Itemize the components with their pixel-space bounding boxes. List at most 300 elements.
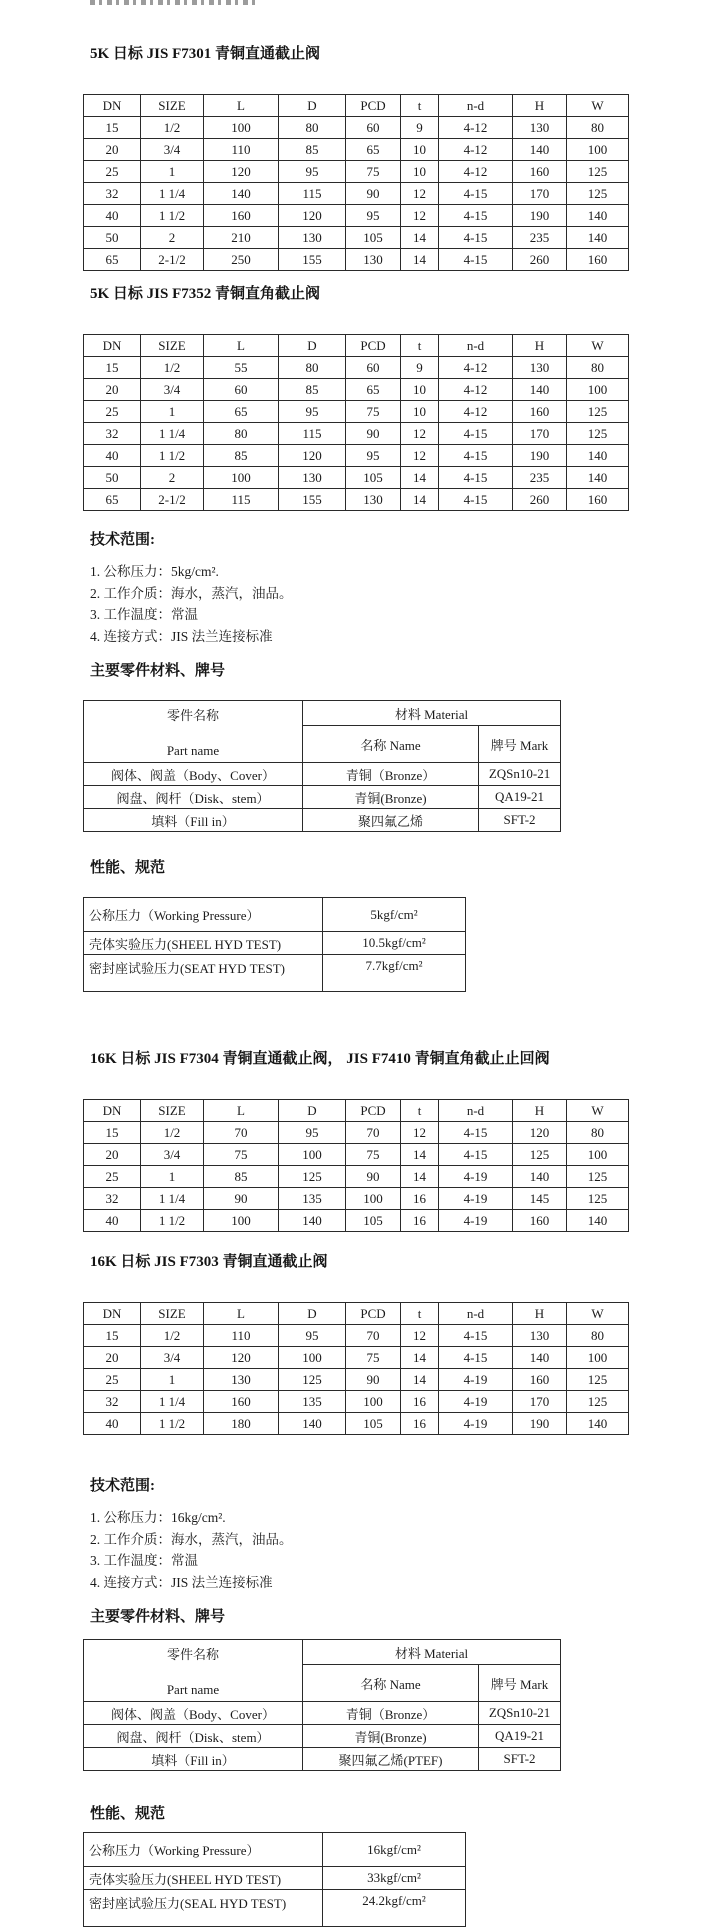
table-cell: 125 bbox=[567, 161, 629, 183]
column-header: DN bbox=[84, 335, 141, 357]
material-mark-header-cell: 牌号 Mark bbox=[479, 726, 561, 763]
table-cell: 75 bbox=[346, 1347, 401, 1369]
table-cell: 115 bbox=[279, 423, 346, 445]
table-cell: 100 bbox=[567, 139, 629, 161]
table-row bbox=[84, 445, 629, 467]
table-cell: 4-19 bbox=[439, 1166, 513, 1188]
table-row bbox=[84, 763, 561, 786]
table-row bbox=[84, 1369, 629, 1391]
table-cell: 阀体、阀盖（Body、Cover） bbox=[84, 1702, 303, 1725]
table-cell: 50 bbox=[84, 467, 141, 489]
table-header-row bbox=[84, 335, 629, 357]
table-cell: 16 bbox=[401, 1188, 439, 1210]
table-cell: 140 bbox=[567, 205, 629, 227]
table-cell: 190 bbox=[513, 445, 567, 467]
dimension-table-f7352 bbox=[83, 334, 629, 511]
table-cell: 40 bbox=[84, 1413, 141, 1435]
table-cell: 90 bbox=[346, 423, 401, 445]
table-row bbox=[84, 249, 629, 271]
table-cell: 40 bbox=[84, 1210, 141, 1232]
section-heading-f7352: 5K 日标 JIS F7352 青铜直角截止阀 bbox=[90, 286, 321, 302]
table-cell: 125 bbox=[567, 183, 629, 205]
table-cell: 100 bbox=[346, 1391, 401, 1413]
column-header: H bbox=[513, 1100, 567, 1122]
table-cell: 2 bbox=[141, 467, 204, 489]
table-cell: 4-12 bbox=[439, 139, 513, 161]
table-cell: 4-19 bbox=[439, 1210, 513, 1232]
table-cell: 3/4 bbox=[141, 139, 204, 161]
table-cell: 155 bbox=[279, 249, 346, 271]
table-cell: 聚四氟乙烯(PTEF) bbox=[303, 1748, 479, 1771]
table-cell: 125 bbox=[567, 1166, 629, 1188]
table-cell: 110 bbox=[204, 139, 279, 161]
table-row bbox=[84, 898, 466, 932]
table-cell: 33kgf/cm² bbox=[323, 1867, 466, 1890]
table-row bbox=[84, 117, 629, 139]
table-cell: 100 bbox=[204, 1210, 279, 1232]
tech-scope-item: 3. 工作温度：常温 bbox=[90, 1553, 198, 1568]
table-cell: 12 bbox=[401, 1325, 439, 1347]
table-cell: 140 bbox=[279, 1210, 346, 1232]
part-name-header-cell bbox=[84, 1640, 303, 1702]
table-cell: 100 bbox=[346, 1188, 401, 1210]
table-cell: 14 bbox=[401, 467, 439, 489]
table-row bbox=[84, 1391, 629, 1413]
column-header: L bbox=[204, 1303, 279, 1325]
table-row bbox=[84, 423, 629, 445]
table-cell: 135 bbox=[279, 1188, 346, 1210]
table-cell: 120 bbox=[513, 1122, 567, 1144]
table-cell: 9 bbox=[401, 357, 439, 379]
table-header-row bbox=[84, 1640, 561, 1665]
table-cell: 170 bbox=[513, 183, 567, 205]
table-cell: 32 bbox=[84, 183, 141, 205]
table-cell: 140 bbox=[567, 1210, 629, 1232]
table-cell: 125 bbox=[567, 1188, 629, 1210]
table-cell: 10.5kgf/cm² bbox=[323, 932, 466, 955]
tech-scope-item: 2. 工作介质：海水，蒸汽，油品。 bbox=[90, 585, 293, 601]
table-cell: 100 bbox=[279, 1144, 346, 1166]
table-cell: 125 bbox=[279, 1369, 346, 1391]
table-cell: 105 bbox=[346, 227, 401, 249]
dimension-table-f7301 bbox=[83, 94, 629, 271]
table-row bbox=[84, 1122, 629, 1144]
material-name-header-cell: 名称 Name bbox=[303, 1665, 479, 1702]
table-cell: 85 bbox=[204, 445, 279, 467]
table-cell: 阀盘、阀杆（Disk、stem） bbox=[84, 786, 303, 809]
tech-scope-item: 3. 工作温度：常温 bbox=[90, 607, 198, 622]
table-cell: 16 bbox=[401, 1210, 439, 1232]
table-row bbox=[84, 1144, 629, 1166]
table-cell: 14 bbox=[401, 227, 439, 249]
table-cell: 140 bbox=[513, 139, 567, 161]
table-cell: 4-12 bbox=[439, 401, 513, 423]
table-cell: 260 bbox=[513, 249, 567, 271]
materials-table-16k bbox=[83, 1639, 561, 1771]
table-cell: 25 bbox=[84, 1166, 141, 1188]
table-cell: 密封座试验压力(SEAL HYD TEST) bbox=[84, 1890, 323, 1927]
table-cell: 填料（Fill in） bbox=[84, 1748, 303, 1771]
table-cell: 80 bbox=[567, 357, 629, 379]
table-row bbox=[84, 467, 629, 489]
dimension-table-f7303 bbox=[83, 1302, 629, 1435]
table-cell: 40 bbox=[84, 445, 141, 467]
material-header-cell: 材料 Material bbox=[303, 1640, 561, 1665]
table-cell: 100 bbox=[567, 379, 629, 401]
table-cell: 1 1/4 bbox=[141, 1391, 204, 1413]
tech-scope-item: 4. 连接方式：JIS 法兰连接标准 bbox=[90, 1574, 273, 1590]
table-cell: 140 bbox=[279, 1413, 346, 1435]
table-cell: 140 bbox=[567, 445, 629, 467]
table-cell: 阀体、阀盖（Body、Cover） bbox=[84, 763, 303, 786]
tech-scope-item: 1. 公称压力：16kg/cm². bbox=[90, 1510, 226, 1525]
table-cell: 80 bbox=[204, 423, 279, 445]
table-cell: 120 bbox=[204, 161, 279, 183]
table-cell: 235 bbox=[513, 467, 567, 489]
table-cell: 16 bbox=[401, 1413, 439, 1435]
table-cell: 90 bbox=[346, 1369, 401, 1391]
table-cell: 1/2 bbox=[141, 117, 204, 139]
table-row bbox=[84, 205, 629, 227]
material-name-header-cell: 名称 Name bbox=[303, 726, 479, 763]
table-row bbox=[84, 139, 629, 161]
table-row bbox=[84, 227, 629, 249]
table-cell: 105 bbox=[346, 1413, 401, 1435]
table-cell: 4-12 bbox=[439, 379, 513, 401]
table-cell: 14 bbox=[401, 1166, 439, 1188]
table-cell: 14 bbox=[401, 1144, 439, 1166]
table-cell: 1 1/2 bbox=[141, 445, 204, 467]
table-cell: 4-19 bbox=[439, 1413, 513, 1435]
table-cell: 15 bbox=[84, 1325, 141, 1347]
column-header: PCD bbox=[346, 335, 401, 357]
column-header: W bbox=[567, 335, 629, 357]
table-cell: 50 bbox=[84, 227, 141, 249]
column-header: DN bbox=[84, 1100, 141, 1122]
column-header: D bbox=[279, 95, 346, 117]
table-cell: 85 bbox=[279, 139, 346, 161]
tech-scope-heading-16k: 技术范围: bbox=[90, 1478, 155, 1494]
table-cell: 9 bbox=[401, 117, 439, 139]
column-header: L bbox=[204, 335, 279, 357]
table-cell: 95 bbox=[346, 445, 401, 467]
column-header: W bbox=[567, 95, 629, 117]
table-cell: 4-15 bbox=[439, 489, 513, 511]
table-cell: 65 bbox=[204, 401, 279, 423]
tech-scope-item: 2. 工作介质：海水，蒸汽，油品。 bbox=[90, 1531, 293, 1547]
material-mark-header-cell: 牌号 Mark bbox=[479, 1665, 561, 1702]
table-cell: 12 bbox=[401, 445, 439, 467]
table-cell: 1 1/2 bbox=[141, 1210, 204, 1232]
column-header: L bbox=[204, 95, 279, 117]
performance-table-5k bbox=[83, 897, 466, 992]
table-header-row bbox=[84, 1100, 629, 1122]
part-name-cn: 零件名称 bbox=[166, 708, 219, 723]
table-row bbox=[84, 161, 629, 183]
table-cell: 4-15 bbox=[439, 1325, 513, 1347]
part-name-cn: 零件名称 bbox=[166, 1647, 219, 1662]
table-cell: 3/4 bbox=[141, 1347, 204, 1369]
table-cell: 20 bbox=[84, 1144, 141, 1166]
table-row bbox=[84, 489, 629, 511]
column-header: PCD bbox=[346, 95, 401, 117]
tech-scope-item: 1. 公称压力：5kg/cm². bbox=[90, 564, 219, 579]
table-cell: 100 bbox=[204, 117, 279, 139]
column-header: t bbox=[401, 1100, 439, 1122]
table-cell: 1 1/2 bbox=[141, 1413, 204, 1435]
column-header: n-d bbox=[439, 335, 513, 357]
column-header: PCD bbox=[346, 1303, 401, 1325]
table-row bbox=[84, 809, 561, 832]
table-cell: 4-15 bbox=[439, 205, 513, 227]
table-cell: 105 bbox=[346, 467, 401, 489]
table-cell: 100 bbox=[279, 1347, 346, 1369]
table-cell: 95 bbox=[279, 401, 346, 423]
table-cell: 4-19 bbox=[439, 1188, 513, 1210]
table-cell: 1 bbox=[141, 161, 204, 183]
table-cell: 1 1/2 bbox=[141, 205, 204, 227]
table-cell: 160 bbox=[513, 1369, 567, 1391]
performance-heading-16k: 性能、规范 bbox=[90, 1806, 166, 1822]
table-cell: 14 bbox=[401, 1369, 439, 1391]
table-cell: 25 bbox=[84, 161, 141, 183]
table-row bbox=[84, 1867, 466, 1890]
column-header: t bbox=[401, 1303, 439, 1325]
column-header: DN bbox=[84, 1303, 141, 1325]
table-cell: 25 bbox=[84, 1369, 141, 1391]
table-cell: 青铜（Bronze） bbox=[303, 763, 479, 786]
table-cell: 75 bbox=[346, 161, 401, 183]
table-cell: 公称压力（Working Pressure） bbox=[84, 898, 323, 932]
table-cell: 70 bbox=[204, 1122, 279, 1144]
table-cell: 15 bbox=[84, 117, 141, 139]
table-cell: 32 bbox=[84, 1391, 141, 1413]
column-header: t bbox=[401, 335, 439, 357]
table-cell: 3/4 bbox=[141, 1144, 204, 1166]
table-cell: 250 bbox=[204, 249, 279, 271]
column-header: n-d bbox=[439, 95, 513, 117]
table-cell: 2 bbox=[141, 227, 204, 249]
table-cell: 125 bbox=[279, 1166, 346, 1188]
column-header: W bbox=[567, 1100, 629, 1122]
table-cell: 4-15 bbox=[439, 1122, 513, 1144]
table-cell: 95 bbox=[279, 1122, 346, 1144]
table-cell: 130 bbox=[513, 357, 567, 379]
table-row bbox=[84, 183, 629, 205]
table-row bbox=[84, 1702, 561, 1725]
table-cell: 80 bbox=[567, 1122, 629, 1144]
table-cell: 95 bbox=[279, 1325, 346, 1347]
part-name-header-cell bbox=[84, 701, 303, 763]
table-row bbox=[84, 357, 629, 379]
table-row bbox=[84, 1188, 629, 1210]
table-cell: 60 bbox=[346, 117, 401, 139]
table-cell: 密封座试验压力(SEAT HYD TEST) bbox=[84, 955, 323, 992]
table-cell: 壳体实验压力(SHEEL HYD TEST) bbox=[84, 932, 323, 955]
table-cell: 10 bbox=[401, 401, 439, 423]
table-cell: 20 bbox=[84, 139, 141, 161]
table-cell: 130 bbox=[513, 1325, 567, 1347]
table-cell: 130 bbox=[279, 227, 346, 249]
table-cell: 115 bbox=[204, 489, 279, 511]
table-cell: 170 bbox=[513, 423, 567, 445]
table-cell: 80 bbox=[567, 1325, 629, 1347]
table-cell: 14 bbox=[401, 489, 439, 511]
table-cell: 40 bbox=[84, 205, 141, 227]
table-cell: 青铜(Bronze) bbox=[303, 786, 479, 809]
table-cell: ZQSn10-21 bbox=[479, 763, 561, 786]
table-cell: 60 bbox=[204, 379, 279, 401]
table-cell: 80 bbox=[279, 117, 346, 139]
table-row bbox=[84, 955, 466, 992]
table-cell: 1 bbox=[141, 1369, 204, 1391]
column-header: PCD bbox=[346, 1100, 401, 1122]
table-cell: 85 bbox=[204, 1166, 279, 1188]
table-row bbox=[84, 1890, 466, 1927]
table-cell: 4-15 bbox=[439, 423, 513, 445]
table-cell: 24.2kgf/cm² bbox=[323, 1890, 466, 1927]
table-cell: 95 bbox=[279, 161, 346, 183]
table-cell: 32 bbox=[84, 1188, 141, 1210]
table-cell: 60 bbox=[346, 357, 401, 379]
table-cell: 2-1/2 bbox=[141, 489, 204, 511]
table-row bbox=[84, 1725, 561, 1748]
clipped-header-text bbox=[90, 0, 260, 5]
table-cell: 140 bbox=[513, 1347, 567, 1369]
column-header: n-d bbox=[439, 1100, 513, 1122]
table-row bbox=[84, 1347, 629, 1369]
table-cell: 80 bbox=[567, 117, 629, 139]
table-cell: 160 bbox=[513, 401, 567, 423]
table-cell: 14 bbox=[401, 1347, 439, 1369]
part-name-en: Part name bbox=[166, 1682, 220, 1697]
table-cell: 16kgf/cm² bbox=[323, 1833, 466, 1867]
table-cell: 130 bbox=[204, 1369, 279, 1391]
table-cell: 65 bbox=[346, 379, 401, 401]
table-cell: 1 bbox=[141, 1166, 204, 1188]
table-cell: 65 bbox=[84, 249, 141, 271]
table-cell: 190 bbox=[513, 1413, 567, 1435]
table-cell: 120 bbox=[279, 445, 346, 467]
table-cell: 100 bbox=[204, 467, 279, 489]
table-cell: 135 bbox=[279, 1391, 346, 1413]
material-header-cell: 材料 Material bbox=[303, 701, 561, 726]
table-cell: 140 bbox=[204, 183, 279, 205]
table-cell: 130 bbox=[346, 489, 401, 511]
table-cell: 90 bbox=[204, 1188, 279, 1210]
table-cell: 4-15 bbox=[439, 1347, 513, 1369]
table-cell: 填料（Fill in） bbox=[84, 809, 303, 832]
table-cell: 155 bbox=[279, 489, 346, 511]
table-cell: 140 bbox=[567, 1413, 629, 1435]
table-cell: 4-12 bbox=[439, 161, 513, 183]
table-cell: 65 bbox=[84, 489, 141, 511]
materials-heading-16k: 主要零件材料、牌号 bbox=[90, 1609, 226, 1625]
table-row bbox=[84, 1166, 629, 1188]
table-cell: 12 bbox=[401, 423, 439, 445]
table-cell: 4-15 bbox=[439, 467, 513, 489]
table-cell: 5kgf/cm² bbox=[323, 898, 466, 932]
table-cell: 25 bbox=[84, 401, 141, 423]
table-cell: 2-1/2 bbox=[141, 249, 204, 271]
table-cell: 90 bbox=[346, 1166, 401, 1188]
table-cell: 140 bbox=[567, 467, 629, 489]
table-cell: 12 bbox=[401, 205, 439, 227]
performance-table-16k bbox=[83, 1832, 466, 1927]
table-cell: 100 bbox=[567, 1144, 629, 1166]
table-cell: 32 bbox=[84, 423, 141, 445]
table-cell: 75 bbox=[204, 1144, 279, 1166]
table-cell: SFT-2 bbox=[479, 1748, 561, 1771]
table-cell: 140 bbox=[513, 1166, 567, 1188]
table-cell: 70 bbox=[346, 1122, 401, 1144]
table-cell: 90 bbox=[346, 183, 401, 205]
table-cell: 4-12 bbox=[439, 357, 513, 379]
table-row bbox=[84, 1748, 561, 1771]
table-cell: 55 bbox=[204, 357, 279, 379]
table-cell: 130 bbox=[346, 249, 401, 271]
table-cell: 1/2 bbox=[141, 357, 204, 379]
column-header: n-d bbox=[439, 1303, 513, 1325]
table-cell: 20 bbox=[84, 379, 141, 401]
column-header: SIZE bbox=[141, 1100, 204, 1122]
performance-heading-5k: 性能、规范 bbox=[90, 860, 166, 876]
column-header: H bbox=[513, 335, 567, 357]
table-cell: 4-15 bbox=[439, 227, 513, 249]
table-cell: 125 bbox=[567, 1369, 629, 1391]
table-cell: 阀盘、阀杆（Disk、stem） bbox=[84, 1725, 303, 1748]
table-header-row bbox=[84, 1303, 629, 1325]
table-cell: 聚四氟乙烯 bbox=[303, 809, 479, 832]
table-cell: 160 bbox=[513, 161, 567, 183]
table-cell: 青铜(Bronze) bbox=[303, 1725, 479, 1748]
table-cell: 4-12 bbox=[439, 117, 513, 139]
table-cell: 3/4 bbox=[141, 379, 204, 401]
table-cell: 75 bbox=[346, 1144, 401, 1166]
table-cell: 235 bbox=[513, 227, 567, 249]
tech-scope-list-5k bbox=[90, 561, 720, 647]
table-cell: 15 bbox=[84, 1122, 141, 1144]
table-cell: 160 bbox=[567, 249, 629, 271]
table-cell: SFT-2 bbox=[479, 809, 561, 832]
table-cell: 75 bbox=[346, 401, 401, 423]
table-cell: 85 bbox=[279, 379, 346, 401]
table-cell: 1 bbox=[141, 401, 204, 423]
table-cell: 65 bbox=[346, 139, 401, 161]
table-cell: 公称压力（Working Pressure） bbox=[84, 1833, 323, 1867]
column-header: H bbox=[513, 1303, 567, 1325]
table-cell: 80 bbox=[279, 357, 346, 379]
table-cell: 110 bbox=[204, 1325, 279, 1347]
tech-scope-heading-5k: 技术范围: bbox=[90, 532, 155, 548]
table-cell: 120 bbox=[279, 205, 346, 227]
table-cell: 70 bbox=[346, 1325, 401, 1347]
tech-scope-item: 4. 连接方式：JIS 法兰连接标准 bbox=[90, 628, 273, 644]
section-heading-f7301: 5K 日标 JIS F7301 青铜直通截止阀 bbox=[90, 46, 321, 62]
table-cell: 95 bbox=[346, 205, 401, 227]
table-cell: 260 bbox=[513, 489, 567, 511]
table-cell: 130 bbox=[279, 467, 346, 489]
table-cell: 4-19 bbox=[439, 1369, 513, 1391]
section-heading-f7304-f7410: 16K 日标 JIS F7304 青铜直通截止阀， JIS F7410 青铜直角截止止回阀 bbox=[90, 1051, 550, 1067]
table-cell: 1/2 bbox=[141, 1325, 204, 1347]
table-cell: 160 bbox=[567, 489, 629, 511]
table-cell: 14 bbox=[401, 249, 439, 271]
table-cell: ZQSn10-21 bbox=[479, 1702, 561, 1725]
table-row bbox=[84, 1210, 629, 1232]
table-cell: 10 bbox=[401, 379, 439, 401]
table-cell: 12 bbox=[401, 183, 439, 205]
